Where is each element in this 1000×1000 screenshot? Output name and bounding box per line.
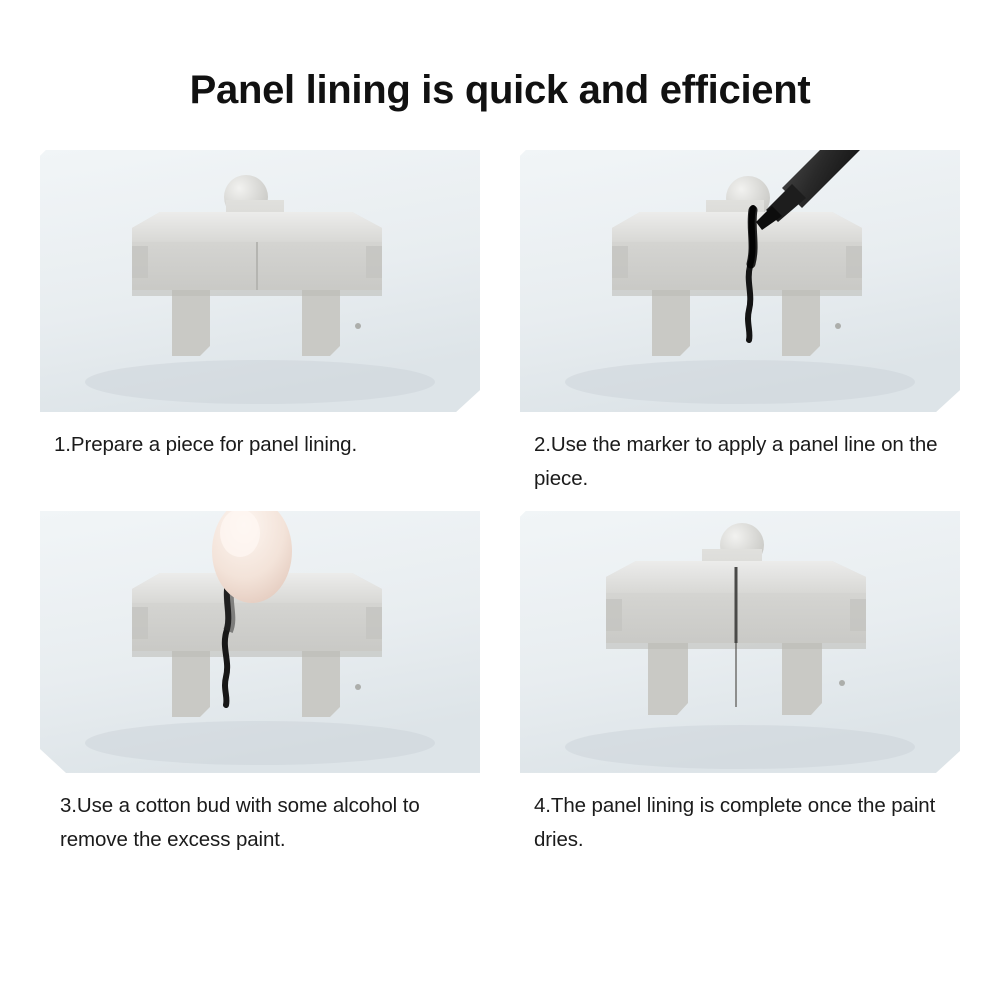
step-card-4 <box>520 511 960 858</box>
step-card-3 <box>40 511 480 858</box>
step-1-photo <box>40 150 480 412</box>
step-1-caption: 1.Prepare a piece for panel lining. <box>54 433 358 456</box>
gray-model-part-plain-icon <box>40 150 480 412</box>
finished-panel-lined-part-icon <box>520 511 960 773</box>
page-title: Panel lining is quick and efficient <box>189 68 811 112</box>
step-4-caption: 4.The panel lining is complete once the paint dries. <box>534 793 936 852</box>
step-2-caption: 2.Use the marker to apply a panel line on the piece. <box>534 433 938 491</box>
steps-grid <box>40 112 960 858</box>
step-4-photo-wrap <box>520 511 960 773</box>
step-2-photo <box>520 150 960 412</box>
step-3-photo <box>40 511 480 773</box>
step-3-caption: 3.Use a cotton bud with some alcohol to remove the excess paint. <box>60 793 420 852</box>
marker-applying-panel-line-icon <box>520 150 960 412</box>
step-card-2 <box>520 150 960 497</box>
step-2-photo-wrap <box>520 150 960 412</box>
step-4-photo <box>520 511 960 773</box>
step-card-1 <box>40 150 480 497</box>
step-1-photo-wrap <box>40 150 480 412</box>
cotton-bud-removing-excess-paint-icon <box>40 511 480 773</box>
step-3-photo-wrap <box>40 511 480 773</box>
